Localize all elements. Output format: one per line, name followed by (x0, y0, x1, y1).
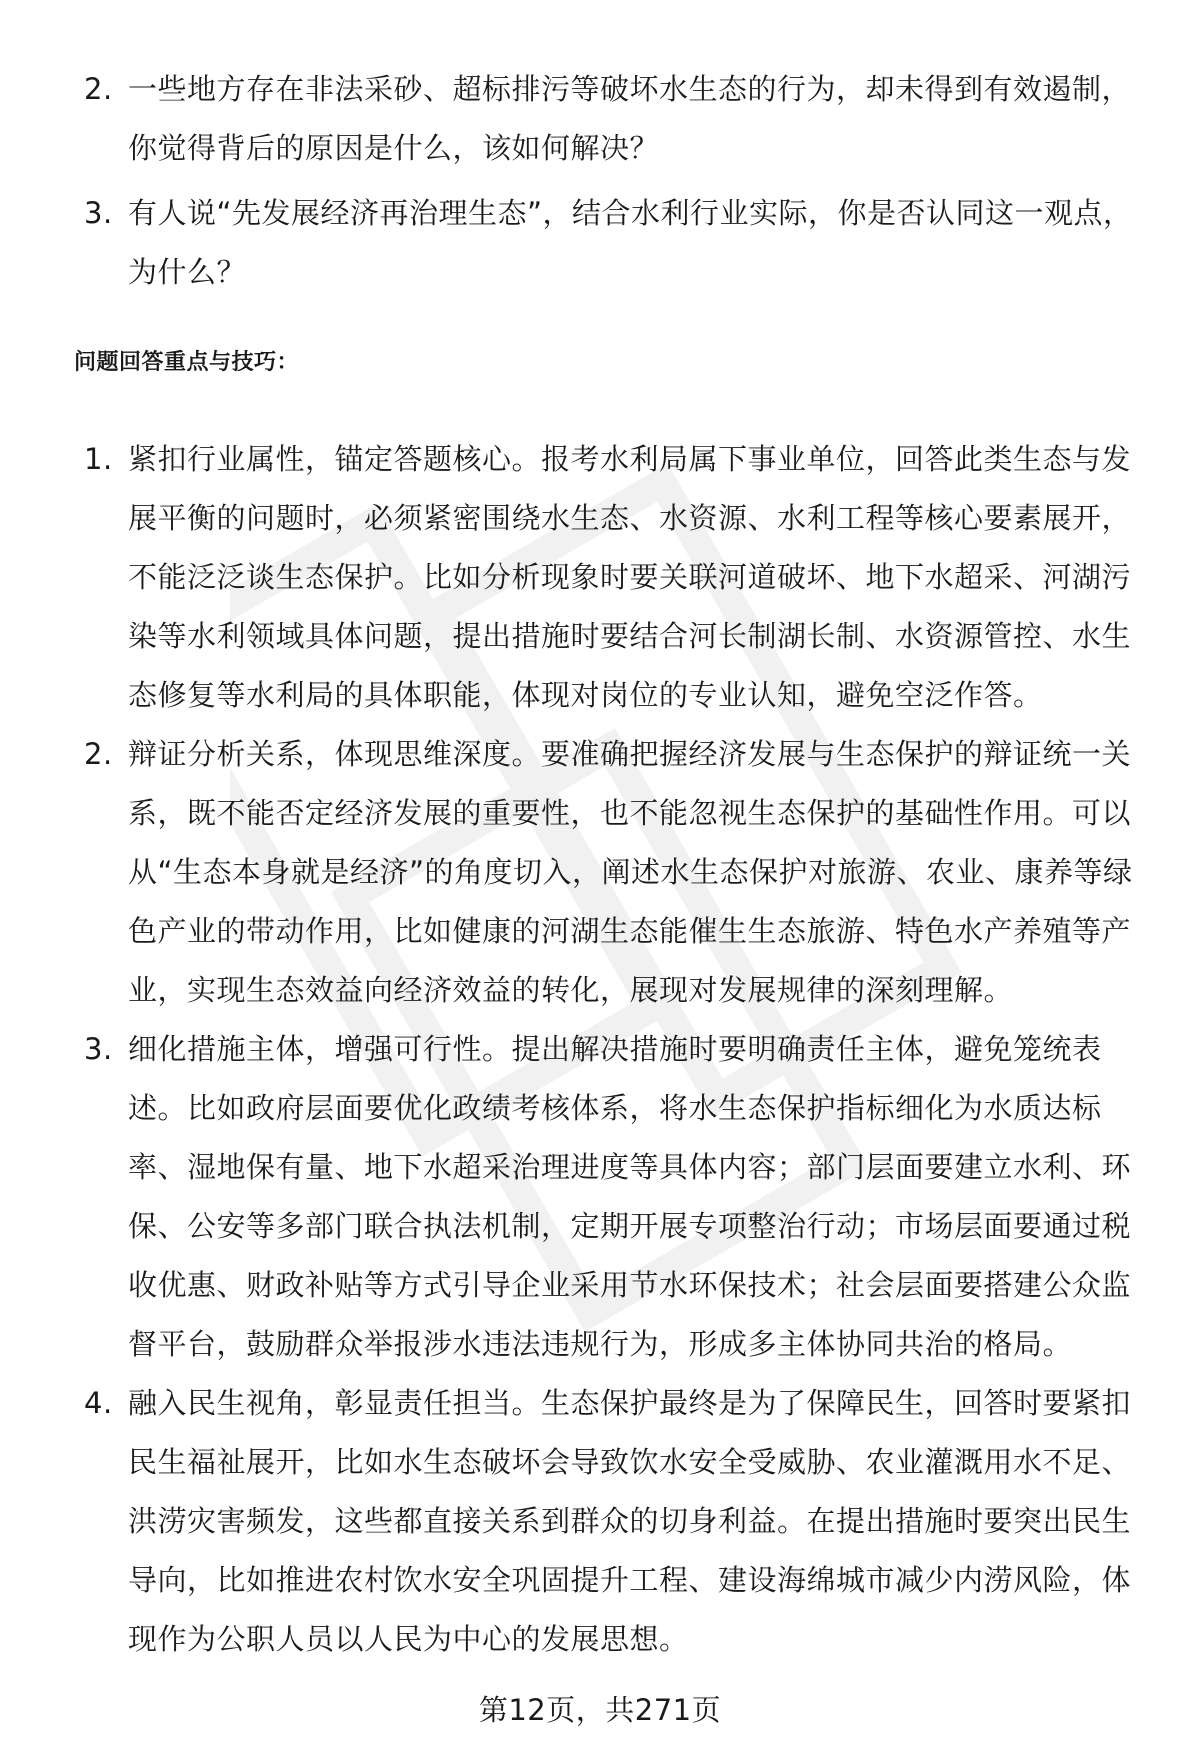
answer-tip-text: 融入民生视角，彰显责任担当。生态保护最终是为了保障民生，回答时要紧扣民生福祉展开，比如水生态破坏会导致饮水安全受威胁、农业灌溉用水不足、洪涝灾害频发，这些都直接关系到群众的切身利益。在提出措施时要突出民生导向，比如推进农村饮水安全巩固提升工程、建设海绵城市减少内涝风险，体现作为公职人员以人民为中心的发展思想。 (128, 1386, 1132, 1656)
answer-tip-item (0, 725, 1200, 1020)
section-heading: 问题回答重点与技巧： (74, 350, 300, 375)
answer-tip-number: 1. (84, 442, 113, 476)
answer-tip-number: 4. (84, 1386, 113, 1420)
question-text: 一些地方存在非法采砂、超标排污等破坏水生态的行为，却未得到有效遏制，你觉得背后的原因是什么，该如何解决？ (128, 72, 1132, 165)
question-number: 3. (84, 196, 113, 230)
question-text: 有人说“先发展经济再治理生态”，结合水利行业实际，你是否认同这一观点，为什么？ (128, 196, 1133, 289)
question-number: 2. (84, 72, 113, 106)
question-item (0, 60, 1200, 178)
answer-tip-number: 3. (84, 1032, 113, 1066)
answer-tip-item (0, 430, 1200, 725)
question-item (0, 184, 1200, 302)
answer-tip-text: 辩证分析关系，体现思维深度。要准确把握经济发展与生态保护的辩证统一关系，既不能否定经济发展的重要性，也不能忽视生态保护的基础性作用。可以从“生态本身就是经济”的角度切入，阐述水生态保护对旅游、农业、康养等绿色产业的带动作用，比如健康的河湖生态能催生生态旅游、特色水产养殖等产业，实现生态效益向经济效益的转化，展现对发展规律的深刻理解。 (128, 737, 1133, 1007)
question-list (0, 60, 1200, 308)
page-number-footer: 第12页，共271页 (478, 1693, 722, 1727)
answer-tips-list (0, 430, 1200, 1669)
answer-tip-text: 细化措施主体，增强可行性。提出解决措施时要明确责任主体，避免笼统表述。比如政府层面要优化政绩考核体系，将水生态保护指标细化为水质达标率、湿地保有量、地下水超采治理进度等具体内容；部门层面要建立水利、环保、公安等多部门联合执法机制，定期开展专项整治行动；市场层面要通过税收优惠、财政补贴等方式引导企业采用节水环保技术；社会层面要搭建公众监督平台，鼓励群众举报涉水违法违规行为，形成多主体协同共治的格局。 (128, 1032, 1132, 1361)
answer-tip-item (0, 1020, 1200, 1374)
answer-tip-item (0, 1374, 1200, 1669)
answer-tip-number: 2. (84, 737, 113, 771)
answer-tip-text: 紧扣行业属性，锚定答题核心。报考水利局属下事业单位，回答此类生态与发展平衡的问题时，必须紧密围绕水生态、水资源、水利工程等核心要素展开，不能泛泛谈生态保护。比如分析现象时要关联河道破坏、地下水超采、河湖污染等水利领域具体问题，提出措施时要结合河长制湖长制、水资源管控、水生态修复等水利局的具体职能，体现对岗位的专业认知，避免空泛作答。 (128, 442, 1132, 712)
